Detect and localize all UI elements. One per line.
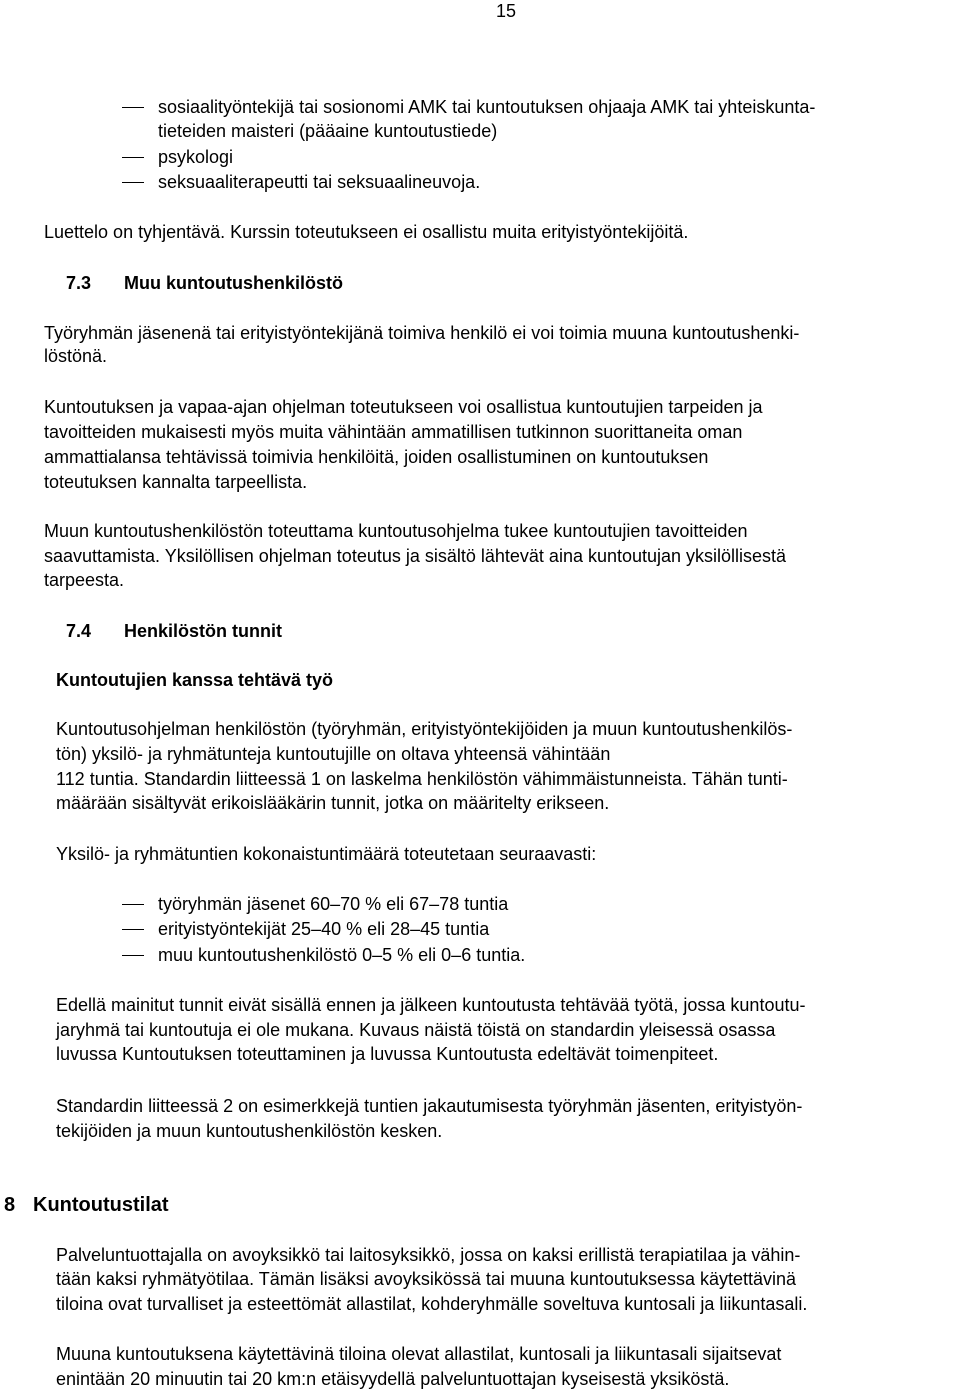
paragraph-line: 112 tuntia. Standardin liitteessä 1 on laskelma henkilöstön vähimmäistunneista. Tähän tunti- xyxy=(56,769,788,789)
section-number: 7.3 xyxy=(66,273,92,293)
list-dash xyxy=(122,955,144,956)
paragraph-line: Edellä mainitut tunnit eivät sisällä ennen ja jälkeen kuntoutusta tehtävää työtä, jossa kuntoutu- xyxy=(56,995,806,1015)
paragraph-line: jaryhmä tai kuntoutuja ei ole mukana. Kuvaus näistä töistä on standardin yleisessä osassa xyxy=(56,1020,776,1040)
paragraph-line: tekijöiden ja muun kuntoutushenkilöstön kesken. xyxy=(56,1121,443,1141)
paragraph-line: määrään sisältyvät erikoislääkärin tunnit, jotka on määritelty erikseen. xyxy=(56,793,610,813)
list-item: seksuaaliterapeutti tai seksuaalineuvoja. xyxy=(158,172,481,192)
paragraph-line: Palveluntuottajalla on avoyksikkö tai laitosyksikkö, jossa on kaksi erillistä terapiatilaa ja vähin- xyxy=(56,1245,801,1265)
paragraph-line: saavuttamista. Yksilöllisen ohjelman toteutus ja sisältö lähtevät aina kuntoutujan yksilöllisestä xyxy=(44,546,787,566)
list-dash xyxy=(122,904,144,905)
paragraph-line: tön) yksilö- ja ryhmätunteja kuntoutujille on oltava yhteensä vähintään xyxy=(56,744,611,764)
subheading: Kuntoutujien kanssa tehtävä työ xyxy=(56,670,334,690)
paragraph-line: Kuntoutusohjelman henkilöstön (työryhmän, erityistyöntekijöiden ja muun kuntoutushenkilös- xyxy=(56,719,793,739)
section-heading: Muu kuntoutushenkilöstö xyxy=(124,273,343,293)
list-dash xyxy=(122,929,144,930)
list-dash xyxy=(122,182,144,183)
paragraph-line: tarpeesta. xyxy=(44,570,125,590)
section-number: 7.4 xyxy=(66,621,92,641)
paragraph-line: tään kaksi ryhmätyötilaa. Tämän lisäksi avoyksikössä tai muuna kuntoutuksessa käytettävinä xyxy=(56,1269,797,1289)
list-item: muu kuntoutushenkilöstö 0–5 % eli 0–6 tuntia. xyxy=(158,945,526,965)
paragraph-line: tiloina ovat turvalliset ja esteettömät allastilat, kohderyhmälle soveltuva kuntosali ja liikuntasali. xyxy=(56,1294,808,1314)
list-item: sosiaalityöntekijä tai sosionomi AMK tai kuntoutuksen ohjaaja AMK tai yhteiskunta- xyxy=(158,97,816,117)
paragraph-line: luvussa Kuntoutuksen toteuttaminen ja luvussa Kuntoutusta edeltävät toimenpiteet. xyxy=(56,1044,719,1064)
paragraph-line: tavoitteiden mukaisesti myös muita vähintään ammatillisen tutkinnon suorittaneita oman xyxy=(44,422,743,442)
paragraph-luettelo: Luettelo on tyhjentävä. Kurssin toteutukseen ei osallistu muita erityistyöntekijöitä. xyxy=(44,222,689,242)
paragraph-line: Muuna kuntoutuksena käytettävinä tiloina olevat allastilat, kuntosali ja liikuntasali sijaitsevat xyxy=(56,1344,782,1364)
list-item-continuation: tieteiden maisteri (pääaine kuntoutustiede) xyxy=(158,121,498,141)
page-number: 15 xyxy=(496,1,517,21)
paragraph-line: Työryhmän jäsenenä tai erityistyöntekijänä toimiva henkilö ei voi toimia muuna kuntoutushenki- xyxy=(44,323,800,343)
paragraph-line: toteutuksen kannalta tarpeellista. xyxy=(44,472,308,492)
paragraph-line: ammattialansa tehtävissä toimivia henkilöitä, joiden osallistuminen on kuntoutuksen xyxy=(44,447,709,467)
paragraph-line: Kuntoutuksen ja vapaa-ajan ohjelman toteutukseen voi osallistua kuntoutujien tarpeiden ja xyxy=(44,397,763,417)
paragraph-line: löstönä. xyxy=(44,346,108,366)
list-dash xyxy=(122,157,144,158)
chapter-heading: Kuntoutustilat xyxy=(33,1194,169,1216)
chapter-number: 8 xyxy=(4,1194,16,1216)
paragraph-line: Standardin liitteessä 2 on esimerkkejä tuntien jakautumisesta työryhmän jäsenten, erityistyön- xyxy=(56,1096,803,1116)
list-dash xyxy=(122,107,144,108)
section-heading: Henkilöstön tunnit xyxy=(124,621,282,641)
list-item: erityistyöntekijät 25–40 % eli 28–45 tuntia xyxy=(158,919,490,939)
paragraph-line: enintään 20 minuutin tai 20 km:n etäisyydellä palveluntuottajan kyseisestä yksiköstä. xyxy=(56,1369,730,1389)
list-item: psykologi xyxy=(158,147,234,167)
paragraph-line: Yksilö- ja ryhmätuntien kokonaistuntimäärä toteutetaan seuraavasti: xyxy=(56,844,597,864)
list-item: työryhmän jäsenet 60–70 % eli 67–78 tuntia xyxy=(158,894,509,914)
paragraph-line: Muun kuntoutushenkilöstön toteuttama kuntoutusohjelma tukee kuntoutujien tavoitteiden xyxy=(44,521,748,541)
